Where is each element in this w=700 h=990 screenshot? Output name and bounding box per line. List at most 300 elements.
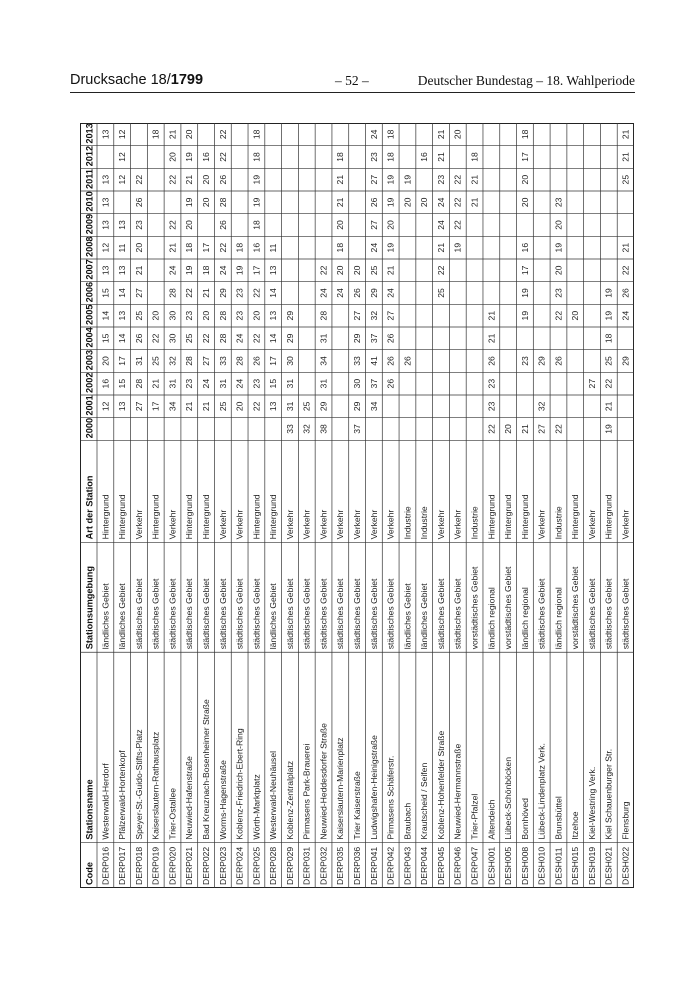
column-header: Stationsumgebung xyxy=(84,566,95,650)
station-code: DERP020 xyxy=(167,846,178,885)
table-value: 18 xyxy=(200,265,211,276)
station-type: Industrie xyxy=(419,506,430,540)
table-value: 23 xyxy=(368,152,379,162)
table-value: 38 xyxy=(318,424,329,434)
table-value: 13 xyxy=(100,220,111,230)
table-value: 12 xyxy=(100,242,111,253)
station-name: Ludwigshafen-Heinigstraße xyxy=(368,735,379,840)
station-type: Hintergrund xyxy=(184,494,195,540)
station-name: Neuwied-Hermannstraße xyxy=(452,743,463,840)
table-value: 21 xyxy=(486,310,497,321)
table-value: 20 xyxy=(385,220,396,230)
table-value: 22 xyxy=(167,174,178,185)
column-header: 2010 xyxy=(84,191,95,212)
table-value: 27 xyxy=(352,310,362,321)
table-value: 27 xyxy=(133,288,144,298)
station-environment: städtisches Gebiet xyxy=(352,578,362,650)
table-value: 30 xyxy=(284,356,295,366)
station-environment: städtisches Gebiet xyxy=(620,578,631,650)
station-code: DERP032 xyxy=(318,846,329,885)
table-value: 20 xyxy=(553,220,564,230)
table-value: 22 xyxy=(217,242,228,253)
table-value: 18 xyxy=(184,242,195,253)
table-value: 21 xyxy=(200,401,211,412)
station-type: Verkehr xyxy=(217,509,228,540)
station-name: Bornhöved xyxy=(519,798,530,840)
table-value: 25 xyxy=(184,333,195,344)
table-value: 19 xyxy=(251,174,262,185)
table-value: 25 xyxy=(435,288,446,298)
table-value: 14 xyxy=(268,288,279,298)
station-environment: städtisches Gebiet xyxy=(217,578,228,650)
station-name: Lübeck-Lindenplatz Verk. xyxy=(536,743,547,840)
column-header: 2009 xyxy=(84,213,95,235)
column-header: 2007 xyxy=(84,259,95,280)
table-value: 21 xyxy=(620,242,631,253)
station-code: DESH015 xyxy=(570,846,581,885)
table-value: 18 xyxy=(251,129,262,140)
table-value: 37 xyxy=(368,378,379,389)
table-value: 26 xyxy=(133,197,144,208)
station-type: Hintergrund xyxy=(251,494,262,540)
table-value: 22 xyxy=(318,265,329,276)
data-table-svg xyxy=(80,123,634,888)
table-value: 29 xyxy=(352,333,362,344)
table-value: 33 xyxy=(284,424,295,434)
station-environment: ländliches Gebiet xyxy=(268,583,279,650)
table-value: 18 xyxy=(603,333,614,344)
station-name: Westerwald-Herdorf xyxy=(100,763,111,840)
station-type: Hintergrund xyxy=(486,494,497,540)
station-code: DESH021 xyxy=(603,846,614,885)
table-value: 19 xyxy=(184,152,195,162)
table-value: 23 xyxy=(184,378,195,389)
column-header: 2011 xyxy=(84,169,95,189)
station-code: DERP045 xyxy=(435,846,446,885)
station-type: Verkehr xyxy=(352,509,362,540)
table-value: 29 xyxy=(368,288,379,298)
station-name: Pirmasens Schäferstr. xyxy=(385,755,396,840)
table-value: 20 xyxy=(133,242,144,253)
table-value: 21 xyxy=(620,129,631,140)
table-value: 18 xyxy=(234,242,245,253)
station-type: Verkehr xyxy=(368,509,379,540)
station-environment: städtisches Gebiet xyxy=(184,578,195,650)
table-value: 18 xyxy=(385,129,396,140)
table-value: 19 xyxy=(234,265,245,276)
column-header: 2000 xyxy=(84,417,95,439)
station-code: DESH001 xyxy=(486,846,497,885)
table-value: 26 xyxy=(368,197,379,208)
column-header: 2012 xyxy=(84,145,95,167)
station-name: Braubach xyxy=(402,802,413,840)
table-value: 14 xyxy=(117,333,128,344)
table-value: 26 xyxy=(553,356,564,366)
table-value: 24 xyxy=(335,288,346,298)
table-value: 23 xyxy=(251,378,262,389)
station-name: Kaiserslautern-Marienplatz xyxy=(335,737,346,840)
table-value: 21 xyxy=(620,152,631,162)
table-value: 20 xyxy=(570,310,581,321)
station-code: DERP018 xyxy=(133,846,144,885)
column-header: Stationsname xyxy=(84,779,95,840)
table-value: 13 xyxy=(100,197,111,208)
table-value: 21 xyxy=(435,242,446,253)
station-name: Neuwied-Heddesdorfer Straße xyxy=(318,723,329,840)
table-value: 13 xyxy=(117,265,128,276)
table-value: 26 xyxy=(352,288,362,298)
table-value: 20 xyxy=(553,265,564,276)
station-type: Verkehr xyxy=(318,509,329,540)
table-value: 13 xyxy=(117,310,128,321)
table-value: 15 xyxy=(100,333,111,344)
page-number: – 52 – xyxy=(335,73,369,88)
table-value: 20 xyxy=(402,197,413,208)
table-value: 12 xyxy=(117,174,128,185)
table-value: 20 xyxy=(419,197,430,208)
table-value: 19 xyxy=(452,242,463,253)
publisher: Deutscher Bundestag – 18. Wahlperiode xyxy=(417,73,635,88)
table-value: 18 xyxy=(335,242,346,253)
table-value: 21 xyxy=(200,288,211,298)
table-value: 28 xyxy=(167,288,178,298)
table-value: 20 xyxy=(519,197,530,208)
table-value: 25 xyxy=(217,401,228,412)
station-environment: städtisches Gebiet xyxy=(301,578,312,650)
station-type: Hintergrund xyxy=(200,494,211,540)
table-value: 21 xyxy=(486,333,497,344)
station-code: DERP022 xyxy=(200,846,211,885)
table-value: 19 xyxy=(519,310,530,321)
column-header: 2003 xyxy=(84,349,95,371)
table-value: 22 xyxy=(200,333,211,344)
table-value: 19 xyxy=(385,197,396,208)
table-value: 30 xyxy=(352,378,362,389)
table-value: 20 xyxy=(352,265,362,276)
table-value: 19 xyxy=(402,174,413,185)
table-value: 14 xyxy=(117,288,128,298)
table-value: 15 xyxy=(268,378,279,389)
table-value: 12 xyxy=(100,401,111,412)
station-environment: vorstädtisches Gebiet xyxy=(503,566,514,650)
table-value: 19 xyxy=(184,197,195,208)
station-name: Trier Kaiserstraße xyxy=(352,771,362,840)
station-type: Hintergrund xyxy=(519,494,530,540)
table-value: 28 xyxy=(184,356,195,366)
table-value: 27 xyxy=(536,424,547,434)
station-name: Krautscheid / Seifen xyxy=(419,762,430,840)
station-type: Hintergrund xyxy=(570,494,581,540)
table-value: 22 xyxy=(603,378,614,389)
station-environment: städtisches Gebiet xyxy=(586,578,597,650)
table-value: 21 xyxy=(167,129,178,140)
table-value: 28 xyxy=(318,310,329,321)
table-value: 25 xyxy=(133,310,144,321)
station-code: DERP035 xyxy=(335,846,346,885)
table-value: 21 xyxy=(469,174,480,185)
table-value: 18 xyxy=(251,220,262,230)
table-value: 24 xyxy=(234,378,245,389)
table-value: 21 xyxy=(184,174,195,185)
table-value: 26 xyxy=(217,220,228,230)
table-value: 23 xyxy=(553,288,564,298)
table-value: 22 xyxy=(251,288,262,298)
station-name: Flensburg xyxy=(620,801,631,840)
station-environment: städtisches Gebiet xyxy=(251,578,262,650)
station-code: DERP017 xyxy=(117,846,128,885)
station-environment: städtisches Gebiet xyxy=(150,578,161,650)
station-name: Koblenz-Friedrich-Ebert-Ring xyxy=(234,728,245,840)
station-code: DERP023 xyxy=(217,846,228,885)
table-value: 23 xyxy=(553,197,564,208)
station-name: Pfälzerwald-Hortenkopf xyxy=(117,750,128,840)
table-value: 18 xyxy=(519,129,530,140)
table-value: 28 xyxy=(217,197,228,208)
table-value: 25 xyxy=(603,356,614,366)
station-type: Verkehr xyxy=(385,509,396,540)
station-name: Brunsbüttel xyxy=(553,796,564,840)
table-value: 13 xyxy=(100,174,111,185)
table-value: 33 xyxy=(352,356,362,366)
table-value: 29 xyxy=(284,310,295,321)
table-value: 32 xyxy=(167,356,178,366)
table-value: 23 xyxy=(519,356,530,366)
table-value: 21 xyxy=(435,152,446,162)
table-value: 31 xyxy=(167,378,178,389)
table-value: 13 xyxy=(268,265,279,276)
station-name: Westerwald-Neuhäusel xyxy=(268,750,279,840)
table-value: 20 xyxy=(100,356,111,366)
table-value: 18 xyxy=(385,152,396,162)
table-value: 17 xyxy=(519,265,530,276)
table-value: 19 xyxy=(603,424,614,434)
table-value: 31 xyxy=(318,333,329,344)
table-value: 17 xyxy=(268,356,279,366)
station-type: Industrie xyxy=(469,506,480,540)
table-value: 34 xyxy=(167,401,178,412)
table-value: 13 xyxy=(268,401,279,412)
station-type: Verkehr xyxy=(167,509,178,540)
table-value: 29 xyxy=(620,356,631,366)
data-table xyxy=(80,123,634,888)
table-value: 29 xyxy=(284,333,295,344)
station-environment: städtisches Gebiet xyxy=(603,578,614,650)
table-value: 32 xyxy=(301,424,312,434)
station-environment: städtisches Gebiet xyxy=(234,578,245,650)
column-header: 2001 xyxy=(84,395,95,416)
table-value: 23 xyxy=(435,174,446,185)
table-value: 26 xyxy=(133,333,144,344)
station-environment: vorstädtisches Gebiet xyxy=(469,566,480,650)
station-environment: städtisches Gebiet xyxy=(368,578,379,650)
station-name: Kiel Schauenburger Str. xyxy=(603,748,614,840)
table-value: 37 xyxy=(352,424,362,434)
table-value: 22 xyxy=(452,174,463,185)
column-header: 2002 xyxy=(84,372,95,393)
table-value: 25 xyxy=(620,174,631,185)
column-header: 2005 xyxy=(84,304,95,325)
table-value: 29 xyxy=(352,401,362,412)
table-value: 18 xyxy=(251,152,262,162)
table-value: 16 xyxy=(251,242,262,253)
table-value: 26 xyxy=(385,378,396,389)
table-value: 22 xyxy=(251,401,262,412)
table-value: 15 xyxy=(117,378,128,389)
table-value: 21 xyxy=(150,378,161,389)
table-value: 17 xyxy=(200,242,211,253)
table-value: 21 xyxy=(167,242,178,253)
table-value: 26 xyxy=(385,356,396,366)
table-value: 29 xyxy=(217,288,228,298)
table-value: 29 xyxy=(318,401,329,412)
station-code: DESH005 xyxy=(503,846,514,885)
station-type: Hintergrund xyxy=(117,494,128,540)
document-prefix: Drucksache 18/ xyxy=(70,72,171,88)
table-value: 24 xyxy=(385,288,396,298)
table-value: 22 xyxy=(452,197,463,208)
station-type: Hintergrund xyxy=(603,494,614,540)
station-code: DERP036 xyxy=(352,846,362,885)
table-value: 11 xyxy=(117,243,128,253)
station-code: DERP029 xyxy=(284,846,295,885)
document-number-value: 1799 xyxy=(170,72,204,88)
table-value: 24 xyxy=(200,378,211,389)
table-value: 20 xyxy=(335,220,346,230)
station-name: Trier-Ostallee xyxy=(167,787,178,840)
table-value: 27 xyxy=(200,356,211,366)
table-value: 25 xyxy=(150,356,161,366)
station-code: DERP016 xyxy=(100,846,111,885)
table-value: 22 xyxy=(435,265,446,276)
station-environment: städtisches Gebiet xyxy=(284,578,295,650)
station-name: Itzehoe xyxy=(570,811,581,840)
table-value: 20 xyxy=(167,152,178,162)
table-value: 22 xyxy=(150,333,161,344)
table-value: 17 xyxy=(117,356,128,366)
station-code: DERP046 xyxy=(452,846,463,885)
table-value: 26 xyxy=(217,174,228,185)
table-value: 24 xyxy=(435,220,446,230)
table-value: 18 xyxy=(469,152,480,162)
station-environment: ländliches Gebiet xyxy=(100,583,111,650)
table-value: 22 xyxy=(217,129,228,140)
table-value: 22 xyxy=(452,220,463,230)
table-value: 12 xyxy=(117,152,128,162)
station-environment: ländliches Gebiet xyxy=(117,583,128,650)
table-value: 25 xyxy=(368,265,379,276)
table-value: 16 xyxy=(419,152,430,162)
station-code: DERP042 xyxy=(385,846,396,885)
table-value: 22 xyxy=(486,424,497,434)
station-environment: städtisches Gebiet xyxy=(452,578,463,650)
table-value: 31 xyxy=(284,378,295,389)
table-value: 21 xyxy=(133,265,144,276)
station-code: DESH010 xyxy=(536,846,547,885)
station-type: Verkehr xyxy=(586,509,597,540)
station-name: Kiel-Westring Verk. xyxy=(586,766,597,840)
station-type: Verkehr xyxy=(435,509,446,540)
table-value: 27 xyxy=(368,220,379,230)
station-type: Verkehr xyxy=(301,509,312,540)
table-value: 23 xyxy=(184,310,195,321)
table-value: 26 xyxy=(620,288,631,298)
station-code: DESH011 xyxy=(553,847,564,885)
header-rule xyxy=(70,92,635,93)
table-value: 21 xyxy=(184,401,195,412)
table-value: 28 xyxy=(217,310,228,321)
column-header: 2004 xyxy=(84,327,95,348)
station-environment: städtisches Gebiet xyxy=(385,578,396,650)
column-header: 2006 xyxy=(84,281,95,303)
table-value: 21 xyxy=(469,197,480,208)
table-value: 23 xyxy=(486,401,497,412)
table-value: 24 xyxy=(167,265,178,276)
station-code: DERP044 xyxy=(419,846,430,885)
table-value: 13 xyxy=(100,265,111,276)
station-code: DERP025 xyxy=(251,846,262,885)
station-name: Koblenz-Hohenfelder Straße xyxy=(435,730,446,840)
station-environment: städtisches Gebiet xyxy=(536,578,547,650)
table-value: 19 xyxy=(553,242,564,253)
station-type: Hintergrund xyxy=(268,494,279,540)
table-value: 11 xyxy=(268,243,279,253)
table-value: 19 xyxy=(184,265,195,276)
station-type: Verkehr xyxy=(234,509,245,540)
table-value: 14 xyxy=(268,333,279,344)
station-environment: ländlich regional xyxy=(486,587,497,650)
column-header: Art der Station xyxy=(84,475,95,540)
table-value: 16 xyxy=(200,152,211,162)
table-value: 31 xyxy=(318,378,329,389)
table-value: 17 xyxy=(251,265,262,276)
table-value: 20 xyxy=(150,310,161,321)
table-value: 21 xyxy=(335,197,346,208)
table-value: 24 xyxy=(368,129,379,140)
table-value: 31 xyxy=(284,401,295,412)
table-value: 20 xyxy=(452,129,463,140)
station-code: DESH022 xyxy=(620,846,631,885)
column-header: 2013 xyxy=(84,123,95,144)
station-code: DERP021 xyxy=(184,846,195,885)
station-environment: ländlich regional xyxy=(519,587,530,650)
station-code: DESH008 xyxy=(519,846,530,885)
station-name: Trier-Pfalzel xyxy=(469,793,480,840)
table-value: 31 xyxy=(217,378,228,389)
table-value: 28 xyxy=(133,378,144,389)
table-value: 27 xyxy=(586,378,597,389)
column-header: 2008 xyxy=(84,236,95,257)
table-value: 32 xyxy=(368,310,379,321)
table-value: 20 xyxy=(503,424,514,434)
table-value: 17 xyxy=(519,152,530,162)
station-type: Hintergrund xyxy=(150,494,161,540)
station-code: DERP024 xyxy=(234,846,245,885)
station-environment: ländlich regional xyxy=(553,587,564,650)
table-value: 21 xyxy=(519,424,530,434)
station-type: Verkehr xyxy=(620,509,631,540)
table-value: 15 xyxy=(100,288,111,298)
table-value: 24 xyxy=(435,197,446,208)
table-value: 19 xyxy=(603,310,614,321)
table-value: 30 xyxy=(167,333,178,344)
table-value: 24 xyxy=(318,288,329,298)
table-value: 23 xyxy=(486,378,497,389)
station-environment: ländliches Gebiet xyxy=(419,583,430,650)
station-name: Pirmasens Park-Brauerei xyxy=(301,743,312,840)
table-value: 22 xyxy=(167,220,178,230)
table-value: 18 xyxy=(335,152,346,162)
table-value: 28 xyxy=(217,333,228,344)
